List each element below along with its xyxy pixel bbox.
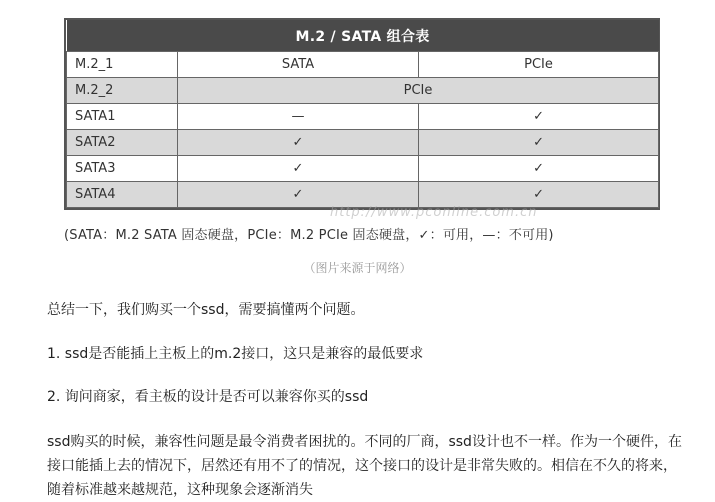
cell-value: ✓ [419,156,659,182]
cell-value: ✓ [419,104,659,130]
point-two-paragraph: 2. 询问商家，看主板的设计是否可以兼容你买的ssd [47,389,369,405]
watermark: http://www.pconline.com.cn [330,205,538,220]
summary-paragraph: 总结一下，我们购买一个ssd，需要搞懂两个问题。 [47,302,365,318]
table-row [67,182,659,208]
cell-value: PCIe [419,52,659,78]
table-title: M.2 / SATA 组合表 [67,20,659,52]
table-row [67,78,659,104]
cell-value: ✓ [178,130,419,156]
table-row [67,130,659,156]
table-row [67,156,659,182]
row-label: SATA3 [67,156,178,182]
row-label: SATA4 [67,182,178,208]
row-label: M.2_1 [67,52,178,78]
cell-value: ✓ [178,156,419,182]
row-label: M.2_2 [67,78,178,104]
image-caption: （图片来源于网络） [303,261,412,275]
cell-value: ✓ [178,182,419,208]
row-label: SATA1 [67,104,178,130]
cell-value: ✓ [419,130,659,156]
cell-value: ✓ [419,182,659,208]
cell-value: SATA [178,52,419,78]
row-label: SATA2 [67,130,178,156]
cell-value: — [178,104,419,130]
table-legend: (SATA：M.2 SATA 固态硬盘，PCIe：M.2 PCIe 固态硬盘，✓：可用，—：不可用) [64,228,554,243]
table-row [67,52,659,78]
compatibility-table [64,18,660,210]
merged-cell-value: PCIe [178,78,659,104]
table-row [67,104,659,130]
point-one-paragraph: 1. ssd是否能插上主板上的m.2接口，这只是兼容的最低要求 [47,346,424,362]
conclusion-paragraph: ssd购买的时候，兼容性问题是最令消费者困扰的。不同的厂商，ssd设计也不一样。作为一个硬件，在接口能插上去的情况下，居然还有用不了的情况，这个接口的设计是非常失败的。相信在不久的将来，随着标准越来越规范，这种现象会逐渐消失 [47,434,682,498]
